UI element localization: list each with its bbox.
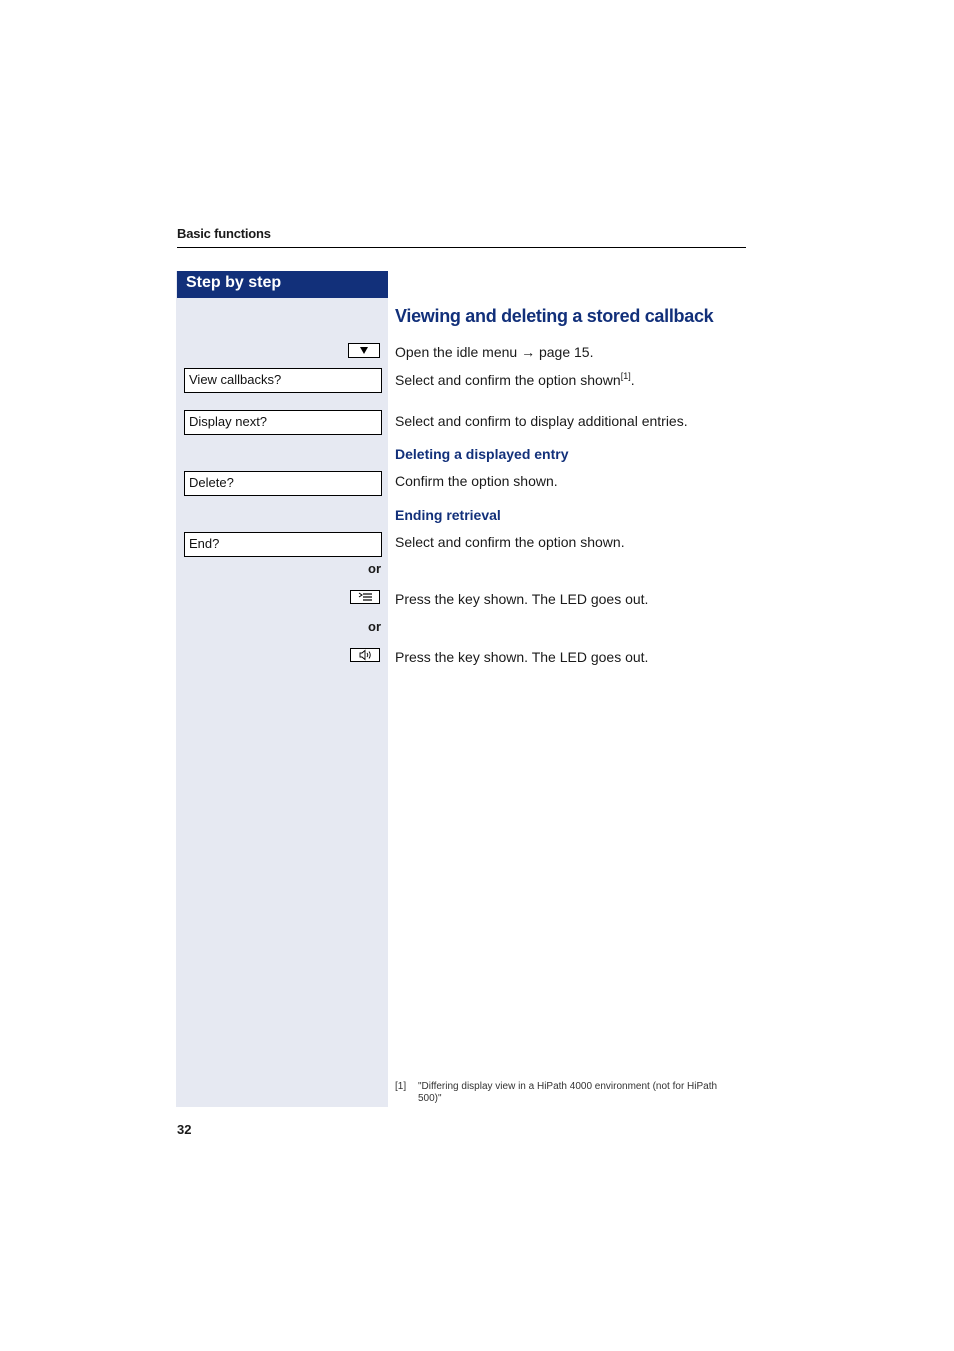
option-view-callbacks[interactable]: View callbacks? bbox=[184, 368, 382, 393]
subhead-ending-retrieval: Ending retrieval bbox=[395, 507, 501, 523]
step-menu-key: Press the key shown. The LED goes out. bbox=[395, 591, 649, 607]
step-speaker-key: Press the key shown. The LED goes out. bbox=[395, 649, 649, 665]
footnote bbox=[395, 1081, 735, 1105]
down-arrow-key-icon bbox=[348, 343, 380, 358]
option-display-next[interactable]: Display next? bbox=[184, 410, 382, 435]
step-open-menu bbox=[395, 344, 593, 360]
step-open-menu-prefix: Open the idle menu bbox=[395, 344, 522, 360]
speaker-key-icon bbox=[350, 648, 380, 662]
page-number: 32 bbox=[177, 1122, 192, 1137]
page-title: Viewing and deleting a stored callback bbox=[395, 306, 714, 326]
section-title: Basic functions bbox=[177, 226, 271, 241]
or-label: or bbox=[368, 561, 381, 576]
option-end[interactable]: End? bbox=[184, 532, 382, 557]
step-end: Select and confirm the option shown. bbox=[395, 534, 625, 550]
step-display-next: Select and confirm to display additional entries. bbox=[395, 413, 688, 429]
footnote-text: "Differing display view in a HiPath 4000 environment (not for HiPath 500)" bbox=[418, 1081, 718, 1104]
step-view-callbacks-label: Select and confirm the option shown bbox=[395, 372, 621, 388]
page-reference: page 15. bbox=[535, 344, 594, 360]
or-label: or bbox=[368, 619, 381, 634]
option-delete[interactable]: Delete? bbox=[184, 471, 382, 496]
footnote-mark: [1] bbox=[395, 1081, 407, 1092]
step-view-callbacks bbox=[395, 371, 635, 388]
footnote-ref[interactable]: [1] bbox=[620, 371, 631, 381]
arrow-icon: → bbox=[521, 344, 536, 360]
step-column bbox=[176, 271, 388, 1107]
subhead-deleting-entry: Deleting a displayed entry bbox=[395, 446, 569, 462]
period: . bbox=[630, 372, 635, 388]
step-delete: Confirm the option shown. bbox=[395, 473, 558, 489]
header-divider bbox=[177, 247, 746, 248]
menu-key-icon bbox=[350, 590, 380, 604]
step-by-step-header: Step by step bbox=[177, 271, 388, 298]
